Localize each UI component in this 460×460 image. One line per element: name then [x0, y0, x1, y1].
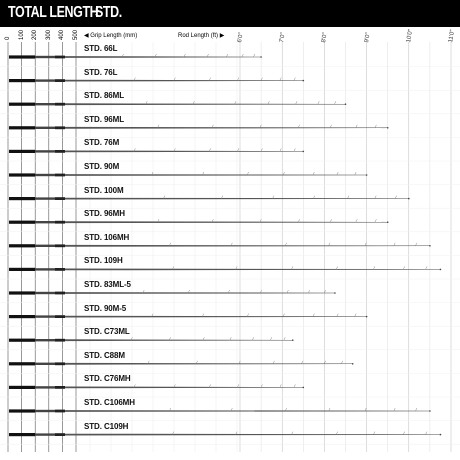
rod-reel-seat: [35, 339, 55, 341]
rod-reel-seat: [35, 433, 55, 435]
rod-guide: [298, 219, 300, 222]
rod-guide: [334, 101, 336, 104]
rod-butt-grip: [9, 55, 35, 58]
rod-butt-grip: [9, 173, 35, 176]
rod-reel-seat: [35, 292, 55, 294]
rod-tip: [303, 151, 305, 153]
rod-guide: [294, 384, 296, 387]
foot-tick-label: 10'0": [405, 28, 415, 44]
rod-butt-grip: [9, 197, 35, 200]
rod-guide: [313, 314, 315, 317]
rod-reel-seat: [35, 197, 55, 199]
rod-tip: [440, 434, 442, 436]
rod-guide: [375, 196, 377, 199]
rod-model-label: STD. 76L: [84, 67, 118, 77]
grip-tick-label: 500: [73, 29, 79, 40]
rod-guide: [318, 101, 320, 104]
rod-guide: [253, 54, 255, 57]
rod-butt-grip: [9, 126, 35, 129]
rod-model-label: STD. C88M: [84, 350, 125, 360]
rod-guide: [373, 432, 375, 435]
rod-butt-grip: [9, 244, 35, 247]
grip-length-label: ◀ Grip Length (mm): [84, 33, 138, 39]
rod-guide: [330, 125, 332, 128]
grip-tick-label: 100: [18, 29, 25, 40]
rod-fore-grip: [55, 174, 65, 177]
rod-tip: [334, 292, 336, 294]
rod-guide: [415, 408, 417, 411]
rod-butt-grip: [9, 291, 35, 294]
rod-blank: [65, 221, 388, 223]
rod-tip: [387, 221, 389, 223]
rod-blank: [65, 56, 261, 58]
rod-guide: [403, 266, 405, 269]
rod-tip: [303, 80, 305, 82]
rod-guide: [242, 54, 244, 57]
rod-model-label: STD. 106MH: [84, 232, 130, 242]
rod-fore-grip: [55, 339, 65, 342]
rod-blank: [65, 292, 335, 294]
rod-fore-grip: [55, 315, 65, 318]
rod-butt-grip: [9, 79, 35, 82]
rod-tip: [260, 56, 262, 58]
rod-model-label: STD. 100M: [84, 185, 124, 195]
rod-fore-grip: [55, 268, 65, 271]
rod-guide: [301, 361, 303, 364]
rod-guide: [270, 337, 272, 340]
rod-guide: [394, 243, 396, 246]
rod-fore-grip: [55, 103, 65, 106]
rod-blank: [65, 151, 303, 153]
rod-tip: [366, 316, 368, 318]
rod-model-label: STD. 66L: [84, 44, 118, 53]
rod-guide: [207, 54, 209, 57]
rod-guide: [426, 432, 428, 435]
rod-reel-seat: [35, 410, 55, 412]
foot-tick-label: 7'0": [279, 32, 287, 44]
rod-guide: [283, 314, 285, 317]
rod-fore-grip: [55, 197, 65, 200]
rod-model-label: STD. 76M: [84, 138, 120, 148]
rod-guide: [294, 148, 296, 151]
rod-guide: [403, 432, 405, 435]
rod-fore-grip: [55, 79, 65, 82]
rod-reel-seat: [35, 221, 55, 223]
rod-blank: [65, 339, 293, 341]
rod-butt-grip: [9, 221, 35, 224]
rod-tip: [387, 127, 389, 129]
rod-tip: [345, 103, 347, 105]
rod-guide: [330, 219, 332, 222]
rod-model-label: STD. C109H: [84, 421, 129, 431]
rod-reel-seat: [35, 363, 55, 365]
rod-reel-seat: [35, 150, 55, 152]
rod-guide: [395, 196, 397, 199]
rod-model-label: STD. 83ML-5: [84, 280, 131, 289]
rod-guide: [356, 219, 358, 222]
rod-guide: [298, 125, 300, 128]
grip-tick-label: 300: [45, 29, 52, 40]
rod-guide: [341, 361, 343, 364]
rod-guide: [273, 361, 275, 364]
rod-guide: [336, 432, 338, 435]
rod-tip: [429, 245, 431, 247]
rod-model-label: STD. 96ML: [84, 114, 124, 124]
chart-subtitle: STD.: [95, 4, 122, 21]
rod-fore-grip: [55, 56, 65, 59]
rod-blank: [65, 269, 440, 271]
grip-tick-label: 0: [5, 36, 11, 40]
rod-guide: [268, 101, 270, 104]
rod-guide: [337, 172, 339, 175]
rod-guide: [237, 384, 239, 387]
rod-butt-grip: [9, 409, 35, 412]
rod-guide: [356, 125, 358, 128]
foot-tick-label: 8'0": [321, 32, 330, 44]
rod-model-label: STD. C73ML: [84, 327, 130, 337]
rod-model-label: STD. C106MH: [84, 398, 135, 407]
rod-fore-grip: [55, 386, 65, 389]
rod-guide: [280, 384, 282, 387]
grip-tick-label: 200: [32, 29, 39, 40]
rod-guide: [365, 243, 367, 246]
rod-butt-grip: [9, 268, 35, 271]
rod-butt-grip: [9, 386, 35, 389]
rod-guide: [230, 337, 232, 340]
rod-tip: [429, 410, 431, 412]
chart-title: TOTAL LENGTH: [8, 4, 99, 21]
rod-model-label: STD. 90M-5: [84, 303, 127, 313]
rod-fore-grip: [55, 410, 65, 413]
rod-fore-grip: [55, 150, 65, 153]
rod-reel-seat: [35, 315, 55, 317]
rod-guide: [280, 78, 282, 81]
rod-butt-grip: [9, 339, 35, 342]
rod-length-label: Rod Length (ft) ▶: [178, 33, 225, 39]
rod-guide: [226, 54, 228, 57]
rod-reel-seat: [35, 268, 55, 270]
rod-guide: [252, 337, 254, 340]
rod-model-label: STD. 109H: [84, 256, 123, 266]
rod-guide: [375, 125, 377, 128]
rod-blank: [65, 434, 440, 436]
rod-fore-grip: [55, 126, 65, 129]
rod-butt-grip: [9, 103, 35, 106]
rod-model-label: STD. 96MH: [84, 209, 125, 219]
rod-butt-grip: [9, 150, 35, 153]
rod-guide: [280, 148, 282, 151]
rod-guide: [365, 408, 367, 411]
rod-guide: [237, 148, 239, 151]
rod-blank: [65, 410, 430, 412]
rod-guide: [336, 266, 338, 269]
rod-guide: [308, 290, 310, 293]
rod-tip: [408, 198, 410, 200]
rod-model-label: STD. 86ML: [84, 91, 124, 101]
rod-reel-seat: [35, 127, 55, 129]
rod-reel-seat: [35, 56, 55, 58]
rod-reel-seat: [35, 79, 55, 81]
rod-tip: [303, 387, 305, 389]
foot-tick-label: 6'0": [237, 32, 245, 44]
rod-guide: [355, 314, 357, 317]
rod-guide: [283, 172, 285, 175]
foot-tick-label: 11'0": [448, 29, 457, 44]
rod-guide: [237, 78, 239, 81]
rod-tip: [440, 269, 442, 271]
rod-fore-grip: [55, 362, 65, 365]
rod-fore-grip: [55, 433, 65, 436]
rod-guide: [373, 266, 375, 269]
rod-tip: [352, 363, 354, 365]
rod-guide: [284, 337, 286, 340]
rod-blank: [65, 387, 303, 389]
rod-guide: [329, 408, 331, 411]
rod-fore-grip: [55, 244, 65, 247]
rod-guide: [337, 314, 339, 317]
rod-reel-seat: [35, 386, 55, 388]
rod-guide: [394, 408, 396, 411]
rod-guide: [347, 196, 349, 199]
rod-blank: [65, 80, 303, 82]
rod-tip: [366, 174, 368, 176]
rod-fore-grip: [55, 292, 65, 295]
rod-guide: [375, 219, 377, 222]
rod-blank: [65, 127, 388, 129]
rod-guide: [329, 243, 331, 246]
rod-fore-grip: [55, 221, 65, 224]
rod-guide: [294, 78, 296, 81]
rod-reel-seat: [35, 174, 55, 176]
rod-model-label: STD. 90M: [84, 162, 120, 171]
rod-butt-grip: [9, 433, 35, 436]
rod-blank: [65, 363, 353, 365]
rod-guide: [415, 243, 417, 246]
rod-guide: [313, 196, 315, 199]
rod-blank: [65, 245, 430, 247]
rod-tip: [292, 339, 294, 341]
rod-guide: [313, 172, 315, 175]
rod-butt-grip: [9, 315, 35, 318]
rod-guide: [355, 172, 357, 175]
rod-butt-grip: [9, 362, 35, 365]
foot-tick-label: 9'0": [363, 32, 372, 44]
rod-guide: [296, 101, 298, 104]
rod-reel-seat: [35, 103, 55, 105]
rod-guide: [287, 290, 289, 293]
rod-model-label: STD. C76MH: [84, 374, 131, 384]
rod-guide: [426, 266, 428, 269]
grip-tick-label: 400: [59, 29, 66, 40]
rod-reel-seat: [35, 245, 55, 247]
